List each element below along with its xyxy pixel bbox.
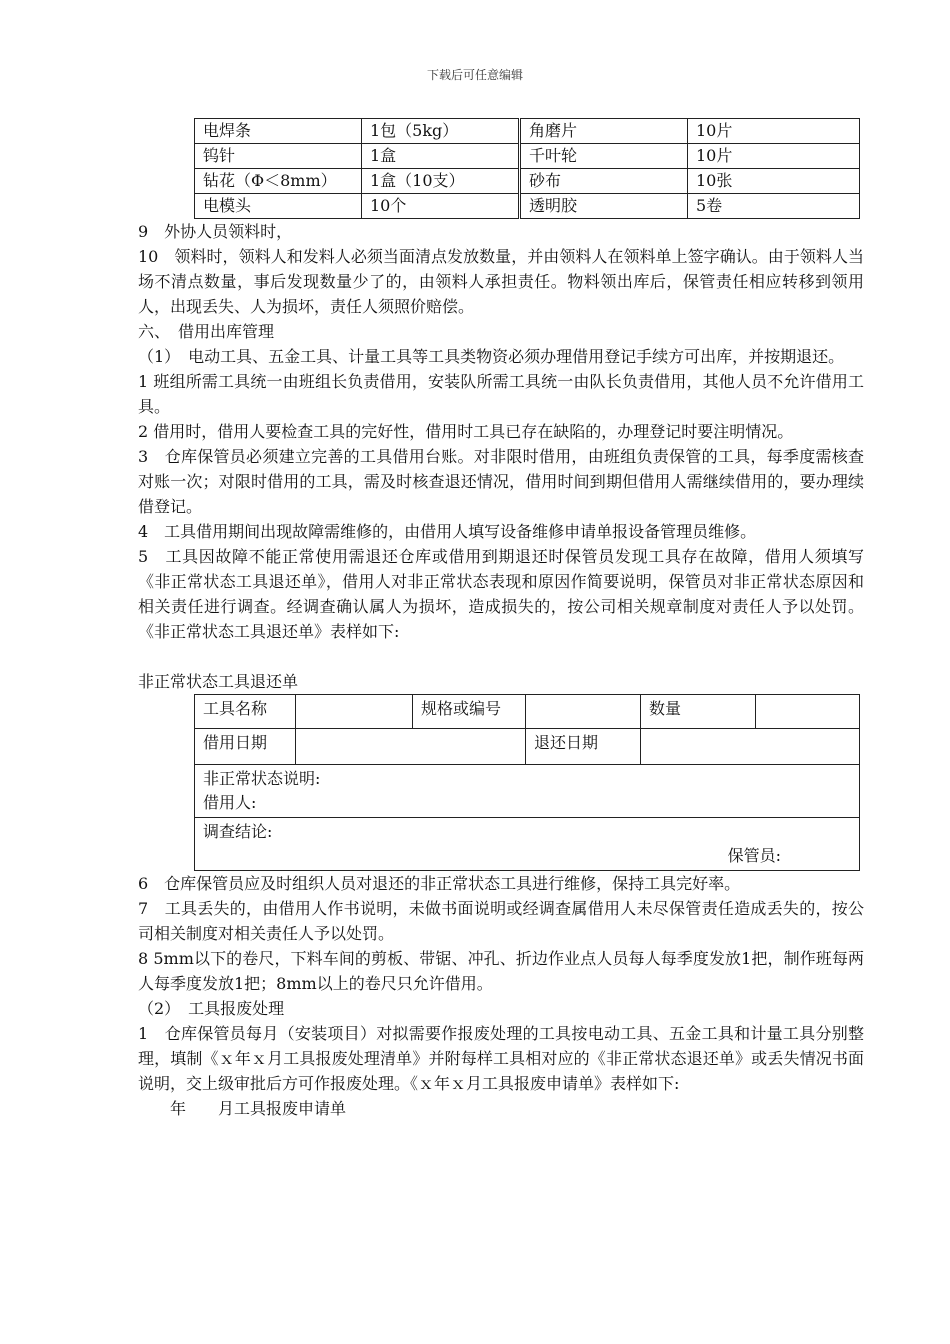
paragraph: 4 工具借用期间出现故障需维修的，由借用人填写设备维修申请单报设备管理员维修。 [138,522,757,541]
materials-cell: 10片 [688,119,860,144]
section-paragraphs-2 [138,871,864,1121]
materials-cell: 10张 [688,169,860,194]
return-date-label: 退还日期 [526,729,641,765]
paragraph: 1 班组所需工具统一由班组长负责借用，安装队所需工具统一由队长负责借用，其他人员不允许借用工具。 [138,372,864,416]
materials-cell: 1包（5kg） [362,119,520,144]
materials-row [195,144,860,169]
tool-name-label: 工具名称 [195,695,296,729]
materials-cell: 钻花（Φ＜8mm） [195,169,362,194]
tool-name-cell [296,695,413,729]
borrower-label: 借用人: [203,793,257,812]
spec-label: 规格或编号 [413,695,526,729]
materials-row [195,194,860,219]
paragraph: 3 仓库保管员必须建立完善的工具借用台账。对非限时借用，由班组负责保管的工具，每季度需核查对账一次；对限时借用的工具，需及时核查退还情况，借用时间到期但借用人需继续借用的，要办理续借登记。 [138,447,864,516]
paragraph: 5 工具因故障不能正常使用需退还仓库或借用到期退还时保管员发现工具存在故障，借用人须填写《非正常状态工具退还单》，借用人对非正常状态表现和原因作简要说明，保管员对非正常状态原因和相关责任进行调查。经调查确认属人为损坏，造成损失的，按公司相关规章制度对责任人予以处罚。《非正常状态工具退还单》表样如下: [138,547,864,641]
return-form-table [194,694,860,871]
qty-label: 数量 [641,695,756,729]
paragraph: 年 月工具报废申请单 [170,1099,347,1118]
paragraph: 1 仓库保管员每月（安装项目）对拟需要作报废处理的工具按电动工具、五金工具和计量工具分别整理，填制《ｘ年ｘ月工具报废处理清单》并附每样工具相对应的《非正常状态退还单》或丢失情况书面说明，交上级审批后方可作报废处理。《ｘ年ｘ月工具报废申请单》表样如下: [138,1024,864,1093]
spec-cell [526,695,641,729]
page-header: 下载后可任意编辑 [426,68,523,82]
materials-cell: 钨针 [195,144,362,169]
materials-cell: 角磨片 [520,119,688,144]
paragraph: 7 工具丢失的，由借用人作书说明，未做书面说明或经调查属借用人未尽保管责任造成丢失的，按公司相关制度对相关责任人予以处罚。 [138,899,864,943]
borrow-date-label: 借用日期 [195,729,296,765]
abnormal-label: 非正常状态说明: [203,769,321,788]
materials-row [195,169,860,194]
conclusion-label: 调查结论: [203,822,273,841]
paragraph: （1） 电动工具、五金工具、计量工具等工具类物资必须办理借用登记手续方可出库，并按期退还。 [138,347,845,366]
materials-cell: 千叶轮 [520,144,688,169]
form-title: 非正常状态工具退还单 [138,672,299,691]
materials-cell: 1盒（10支） [362,169,520,194]
paragraph: 6 仓库保管员应及时组织人员对退还的非正常状态工具进行维修，保持工具完好率。 [138,874,741,893]
keeper-label: 保管员: [727,846,781,865]
paragraph: （2） 工具报废处理 [138,999,285,1018]
materials-cell: 10片 [688,144,860,169]
qty-cell [756,695,860,729]
materials-cell: 砂布 [520,169,688,194]
materials-cell: 透明胶 [520,194,688,219]
paragraph: 8 5mm以下的卷尺，下料车间的剪板、带锯、冲孔、折边作业点人员每人每季度发放1把，制作班每两人每季度发放1把；8mm以上的卷尺只允许借用。 [138,949,864,993]
borrow-date-cell [296,729,526,765]
materials-table [194,118,860,219]
materials-cell: 电焊条 [195,119,362,144]
paragraph: 2 借用时，借用人要检查工具的完好性，借用时工具已存在缺陷的，办理登记时要注明情况。 [138,422,794,441]
abnormal-section [195,765,860,818]
materials-row [195,119,860,144]
document-body [138,118,864,1121]
return-date-cell [641,729,860,765]
paragraph: 9 外协人员领料时， [138,222,293,241]
section-paragraphs-1 [138,219,864,644]
paragraph: 六、 借用出库管理 [138,322,275,341]
materials-cell: 5卷 [688,194,860,219]
materials-cell: 电模头 [195,194,362,219]
paragraph: 10 领料时，领料人和发料人必须当面清点发放数量，并由领料人在领料单上签字确认。由于领料人当场不清点数量，事后发现数量少了的，由领料人承担责任。物料领出库后，保管责任相应转移到领用人，出现丢失、人为损坏，责任人须照价赔偿。 [138,247,864,316]
materials-cell: 1盒 [362,144,520,169]
materials-cell: 10个 [362,194,520,219]
conclusion-section [195,818,860,871]
